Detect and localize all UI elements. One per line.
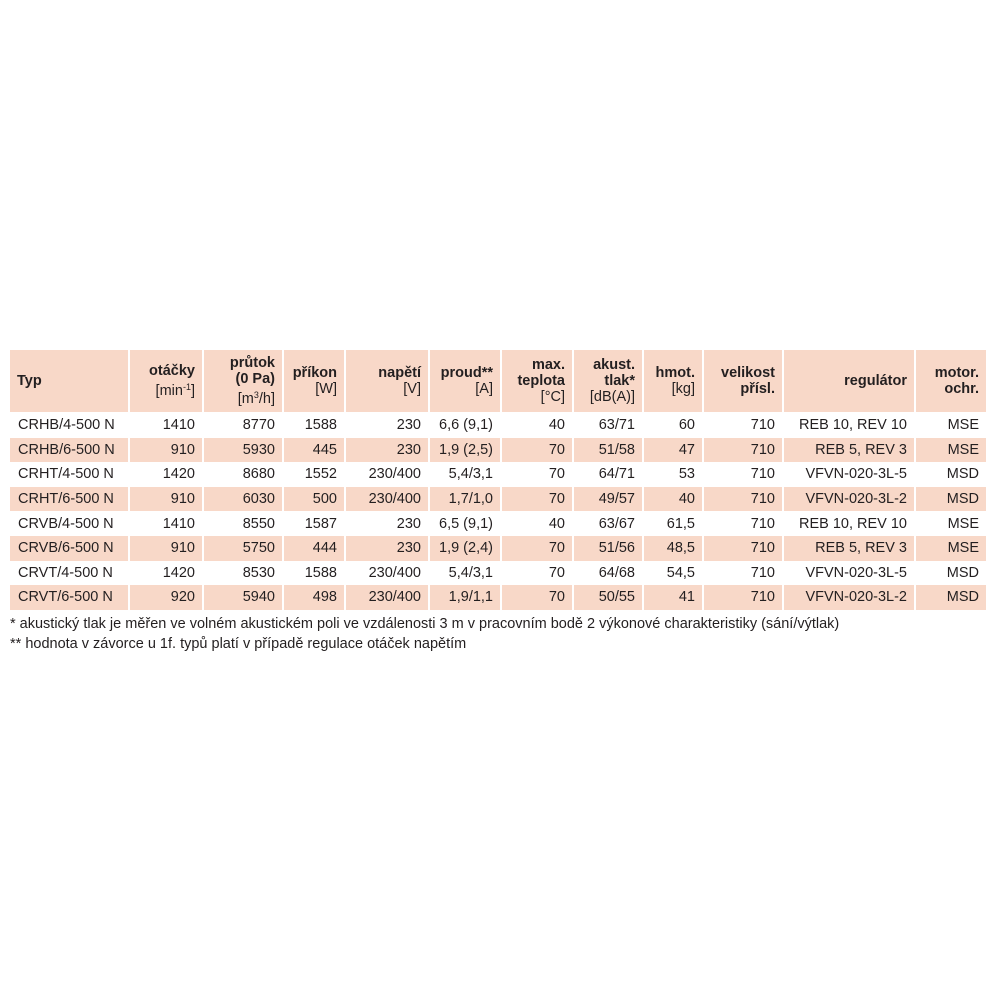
cell-hmot: 48,5 — [642, 536, 702, 561]
header-label-line2: tlak* — [604, 373, 635, 389]
header-motor — [914, 350, 986, 412]
cell-velikost: 710 — [702, 487, 782, 512]
cell-napeti: 230 — [344, 412, 428, 438]
header-label: velikost — [721, 365, 775, 381]
cell-tlak: 50/55 — [572, 585, 642, 610]
table-body — [10, 412, 986, 610]
cell-teplota: 70 — [500, 585, 572, 610]
cell-hmot: 54,5 — [642, 561, 702, 586]
cell-tlak: 63/71 — [572, 412, 642, 438]
cell-prikon: 1588 — [282, 412, 344, 438]
cell-prutok: 6030 — [202, 487, 282, 512]
cell-velikost: 710 — [702, 585, 782, 610]
cell-teplota: 70 — [500, 536, 572, 561]
cell-proud: 1,7/1,0 — [428, 487, 500, 512]
cell-regulator: REB 10, REV 10 — [782, 412, 914, 438]
header-unit: [dB(A)] — [589, 389, 635, 405]
cell-prutok: 8550 — [202, 511, 282, 536]
header-label-line2: (0 Pa) — [235, 371, 275, 387]
cell-proud: 5,4/3,1 — [428, 561, 500, 586]
header-label: napětí — [378, 365, 421, 381]
cell-tlak: 51/56 — [572, 536, 642, 561]
cell-otacky: 910 — [128, 536, 202, 561]
cell-proud: 1,9 (2,5) — [428, 438, 500, 463]
cell-motor: MSD — [914, 561, 986, 586]
cell-teplota: 40 — [500, 511, 572, 536]
cell-prikon: 445 — [282, 438, 344, 463]
cell-tlak: 64/71 — [572, 462, 642, 487]
header-label: Typ — [17, 373, 42, 389]
cell-teplota: 70 — [500, 487, 572, 512]
cell-velikost: 710 — [702, 536, 782, 561]
table-row — [10, 438, 986, 463]
cell-regulator: VFVN-020-3L-2 — [782, 487, 914, 512]
cell-proud: 6,5 (9,1) — [428, 511, 500, 536]
cell-prutok: 5940 — [202, 585, 282, 610]
header-label: regulátor — [844, 373, 907, 389]
specification-table — [10, 350, 986, 610]
footnote-current: ** hodnota v závorce u 1f. typů platí v případě regulace otáček napětím — [10, 636, 467, 652]
cell-prikon: 444 — [282, 536, 344, 561]
header-otacky — [128, 350, 202, 412]
cell-proud: 1,9 (2,4) — [428, 536, 500, 561]
cell-prutok: 5750 — [202, 536, 282, 561]
header-regulator — [782, 350, 914, 412]
header-tlak — [572, 350, 642, 412]
table-row — [10, 585, 986, 610]
header-napeti — [344, 350, 428, 412]
cell-regulator: VFVN-020-3L-5 — [782, 561, 914, 586]
header-label: akust. — [593, 357, 635, 373]
header-unit: $[m^3/h]$ — [237, 390, 275, 407]
cell-velikost: 710 — [702, 438, 782, 463]
cell-velikost: 710 — [702, 412, 782, 438]
cell-teplota: 40 — [500, 412, 572, 438]
cell-tlak: 49/57 — [572, 487, 642, 512]
cell-otacky: 1420 — [128, 462, 202, 487]
header-typ — [10, 350, 128, 412]
header-unit: [°C] — [540, 389, 565, 405]
cell-motor: MSE — [914, 511, 986, 536]
header-teplota — [500, 350, 572, 412]
header-label: hmot. — [655, 365, 695, 381]
header-proud — [428, 350, 500, 412]
table-row — [10, 561, 986, 586]
cell-prikon: 498 — [282, 585, 344, 610]
cell-hmot: 60 — [642, 412, 702, 438]
header-unit: $[\min^{-1}]$ — [155, 382, 195, 399]
cell-motor: MSD — [914, 462, 986, 487]
header-prutok — [202, 350, 282, 412]
header-label: proud** — [440, 365, 493, 381]
cell-typ: CRHB/6-500 N — [10, 438, 128, 463]
cell-napeti: 230/400 — [344, 561, 428, 586]
cell-teplota: 70 — [500, 438, 572, 463]
footnotes — [10, 614, 990, 654]
header-unit: [A] — [475, 381, 493, 397]
cell-motor: MSE — [914, 438, 986, 463]
cell-velikost: 710 — [702, 561, 782, 586]
cell-regulator: REB 5, REV 3 — [782, 536, 914, 561]
cell-napeti: 230/400 — [344, 585, 428, 610]
cell-velikost: 710 — [702, 462, 782, 487]
table-row — [10, 511, 986, 536]
cell-hmot: 41 — [642, 585, 702, 610]
header-prikon — [282, 350, 344, 412]
cell-typ: CRHB/4-500 N — [10, 412, 128, 438]
table-row — [10, 412, 986, 438]
header-row — [10, 350, 986, 412]
table-row — [10, 487, 986, 512]
cell-tlak: 51/58 — [572, 438, 642, 463]
header-label-line2: přísl. — [740, 381, 775, 397]
cell-prutok: 8530 — [202, 561, 282, 586]
cell-otacky: 910 — [128, 438, 202, 463]
cell-typ: CRHT/6-500 N — [10, 487, 128, 512]
cell-tlak: 64/68 — [572, 561, 642, 586]
header-label: příkon — [292, 365, 337, 381]
table-row — [10, 462, 986, 487]
cell-velikost: 710 — [702, 511, 782, 536]
cell-motor: MSE — [914, 536, 986, 561]
cell-otacky: 920 — [128, 585, 202, 610]
header-label: otáčky — [149, 363, 195, 379]
cell-motor: MSD — [914, 585, 986, 610]
cell-napeti: 230 — [344, 536, 428, 561]
cell-prikon: 500 — [282, 487, 344, 512]
cell-typ: CRVT/4-500 N — [18, 564, 113, 581]
cell-hmot: 61,5 — [642, 511, 702, 536]
cell-otacky: 910 — [128, 487, 202, 512]
cell-typ: CRHT/4-500 N — [18, 466, 114, 483]
cell-otacky: 1410 — [128, 412, 202, 438]
header-hmot — [642, 350, 702, 412]
cell-napeti: 230/400 — [344, 487, 428, 512]
cell-prutok: 8770 — [202, 412, 282, 438]
cell-regulator: REB 5, REV 3 — [782, 438, 914, 463]
cell-teplota: 70 — [500, 561, 572, 586]
cell-prutok: 8680 — [202, 462, 282, 487]
header-velikost — [702, 350, 782, 412]
cell-typ: CRVB/6-500 N — [10, 536, 128, 561]
cell-proud: 5,4/3,1 — [428, 462, 500, 487]
cell-hmot: 47 — [642, 438, 702, 463]
cell-napeti: 230 — [344, 438, 428, 463]
cell-regulator: REB 10, REV 10 — [782, 511, 914, 536]
cell-typ: CRVT/6-500 N — [10, 585, 128, 610]
cell-regulator: VFVN-020-3L-5 — [782, 462, 914, 487]
header-unit: [V] — [403, 381, 421, 397]
header-label: max. — [531, 357, 565, 373]
cell-otacky: 1420 — [128, 561, 202, 586]
cell-tlak: 63/67 — [572, 511, 642, 536]
header-unit: [W] — [315, 381, 337, 397]
cell-prikon: 1588 — [282, 561, 344, 586]
cell-prikon: 1552 — [282, 462, 344, 487]
header-label: motor. — [934, 365, 979, 381]
cell-motor: MSD — [914, 487, 986, 512]
footnote-acoustic: * akustický tlak je měřen ve volném akustickém poli ve vzdálenosti 3 m v pracovním bodě 2 výkonové charakteristiky (sání/výtlak) — [10, 616, 840, 632]
cell-proud: 6,6 (9,1) — [428, 412, 500, 438]
cell-prutok: 5930 — [202, 438, 282, 463]
cell-hmot: 53 — [642, 462, 702, 487]
table-row — [10, 536, 986, 561]
cell-napeti: 230/400 — [344, 462, 428, 487]
header-label-line2: teplota — [517, 373, 565, 389]
cell-teplota: 70 — [500, 462, 572, 487]
cell-otacky: 1410 — [128, 511, 202, 536]
cell-proud: 1,9/1,1 — [428, 585, 500, 610]
cell-regulator: VFVN-020-3L-2 — [782, 585, 914, 610]
cell-motor: MSE — [914, 412, 986, 438]
cell-prikon: 1587 — [282, 511, 344, 536]
header-label: průtok — [229, 355, 275, 371]
header-label-line2: ochr. — [944, 381, 979, 397]
cell-napeti: 230 — [344, 511, 428, 536]
cell-typ: CRVB/4-500 N — [18, 515, 114, 532]
header-unit: [kg] — [671, 381, 695, 397]
cell-hmot: 40 — [642, 487, 702, 512]
